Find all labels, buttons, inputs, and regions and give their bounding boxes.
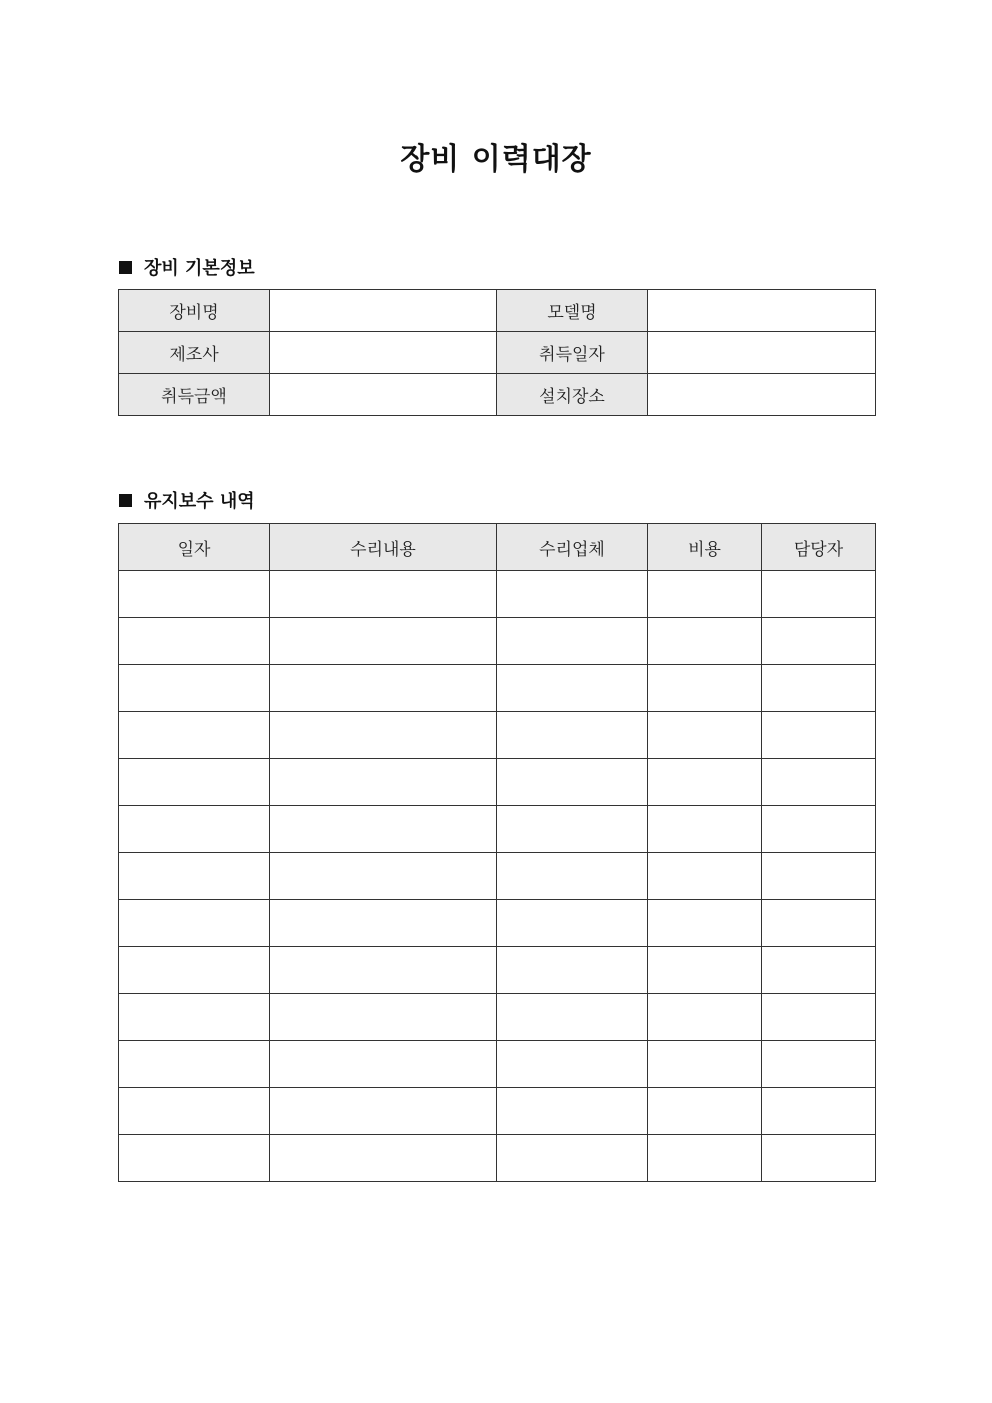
repair-vendor-cell[interactable]	[497, 900, 648, 947]
person-in-charge-cell[interactable]	[762, 759, 876, 806]
table-row	[119, 994, 876, 1041]
repair-details-cell[interactable]	[270, 806, 497, 853]
acquisition-date-field[interactable]	[648, 332, 876, 374]
date-cell[interactable]	[119, 571, 270, 618]
table-row	[119, 900, 876, 947]
person-in-charge-cell[interactable]	[762, 1088, 876, 1135]
person-in-charge-cell[interactable]	[762, 994, 876, 1041]
repair-vendor-cell[interactable]	[497, 665, 648, 712]
person-in-charge-cell[interactable]	[762, 1135, 876, 1182]
cost-cell[interactable]	[648, 853, 762, 900]
table-row	[119, 374, 876, 416]
cost-cell[interactable]	[648, 1041, 762, 1088]
date-cell[interactable]	[119, 618, 270, 665]
equipment-name-field[interactable]	[270, 290, 497, 332]
cost-cell[interactable]	[648, 618, 762, 665]
repair-details-cell[interactable]	[270, 947, 497, 994]
table-row	[119, 759, 876, 806]
repair-details-cell[interactable]	[270, 1088, 497, 1135]
page-title: 장비 이력대장	[400, 142, 592, 177]
repair-details-cell[interactable]	[270, 571, 497, 618]
manufacturer-label: 제조사	[119, 332, 270, 374]
cost-cell[interactable]	[648, 712, 762, 759]
date-cell[interactable]	[119, 712, 270, 759]
date-cell[interactable]	[119, 900, 270, 947]
person-in-charge-cell[interactable]	[762, 665, 876, 712]
cost-cell[interactable]	[648, 994, 762, 1041]
cost-cell[interactable]	[648, 665, 762, 712]
date-cell[interactable]	[119, 665, 270, 712]
column-header-repair-vendor: 수리업체	[497, 524, 648, 571]
repair-details-cell[interactable]	[270, 853, 497, 900]
square-bullet-icon	[119, 494, 132, 507]
repair-details-cell[interactable]	[270, 994, 497, 1041]
basic-info-heading-text: 장비 기본정보	[144, 258, 255, 279]
table-row	[119, 618, 876, 665]
person-in-charge-cell[interactable]	[762, 571, 876, 618]
repair-vendor-cell[interactable]	[497, 571, 648, 618]
table-row	[119, 806, 876, 853]
cost-cell[interactable]	[648, 947, 762, 994]
acquisition-date-label: 취득일자	[497, 332, 648, 374]
repair-details-cell[interactable]	[270, 1135, 497, 1182]
repair-vendor-cell[interactable]	[497, 1088, 648, 1135]
person-in-charge-cell[interactable]	[762, 900, 876, 947]
date-cell[interactable]	[119, 806, 270, 853]
cost-cell[interactable]	[648, 571, 762, 618]
table-row	[119, 571, 876, 618]
column-header-date: 일자	[119, 524, 270, 571]
repair-details-cell[interactable]	[270, 712, 497, 759]
person-in-charge-cell[interactable]	[762, 853, 876, 900]
equipment-name-label: 장비명	[119, 290, 270, 332]
repair-vendor-cell[interactable]	[497, 994, 648, 1041]
date-cell[interactable]	[119, 1135, 270, 1182]
repair-details-cell[interactable]	[270, 1041, 497, 1088]
basic-info-table	[118, 289, 876, 416]
date-cell[interactable]	[119, 853, 270, 900]
date-cell[interactable]	[119, 1041, 270, 1088]
repair-vendor-cell[interactable]	[497, 1135, 648, 1182]
date-cell[interactable]	[119, 947, 270, 994]
cost-cell[interactable]	[648, 900, 762, 947]
maintenance-table	[118, 523, 876, 1182]
person-in-charge-cell[interactable]	[762, 1041, 876, 1088]
repair-details-cell[interactable]	[270, 665, 497, 712]
date-cell[interactable]	[119, 759, 270, 806]
person-in-charge-cell[interactable]	[762, 947, 876, 994]
square-bullet-icon	[119, 261, 132, 274]
repair-details-cell[interactable]	[270, 618, 497, 665]
acquisition-amount-label: 취득금액	[119, 374, 270, 416]
repair-details-cell[interactable]	[270, 900, 497, 947]
model-name-label: 모델명	[497, 290, 648, 332]
person-in-charge-cell[interactable]	[762, 806, 876, 853]
person-in-charge-cell[interactable]	[762, 618, 876, 665]
manufacturer-field[interactable]	[270, 332, 497, 374]
repair-vendor-cell[interactable]	[497, 947, 648, 994]
table-row	[119, 332, 876, 374]
cost-cell[interactable]	[648, 1088, 762, 1135]
table-row	[119, 947, 876, 994]
install-location-label: 설치장소	[497, 374, 648, 416]
table-row	[119, 853, 876, 900]
maintenance-table-body	[119, 571, 876, 1182]
repair-vendor-cell[interactable]	[497, 853, 648, 900]
model-name-field[interactable]	[648, 290, 876, 332]
repair-vendor-cell[interactable]	[497, 712, 648, 759]
table-row	[119, 1088, 876, 1135]
table-row	[119, 1135, 876, 1182]
table-row	[119, 665, 876, 712]
repair-vendor-cell[interactable]	[497, 806, 648, 853]
acquisition-amount-field[interactable]	[270, 374, 497, 416]
person-in-charge-cell[interactable]	[762, 712, 876, 759]
column-header-cost: 비용	[648, 524, 762, 571]
date-cell[interactable]	[119, 994, 270, 1041]
repair-details-cell[interactable]	[270, 759, 497, 806]
table-row	[119, 1041, 876, 1088]
maintenance-heading-text: 유지보수 내역	[144, 491, 255, 512]
table-row	[119, 712, 876, 759]
repair-vendor-cell[interactable]	[497, 618, 648, 665]
cost-cell[interactable]	[648, 806, 762, 853]
table-header-row	[119, 524, 876, 571]
table-row	[119, 290, 876, 332]
cost-cell[interactable]	[648, 1135, 762, 1182]
date-cell[interactable]	[119, 1088, 270, 1135]
maintenance-heading	[119, 487, 255, 513]
install-location-field[interactable]	[648, 374, 876, 416]
repair-vendor-cell[interactable]	[497, 1041, 648, 1088]
column-header-repair-details: 수리내용	[270, 524, 497, 571]
cost-cell[interactable]	[648, 759, 762, 806]
repair-vendor-cell[interactable]	[497, 759, 648, 806]
basic-info-heading	[119, 254, 255, 280]
column-header-person-in-charge: 담당자	[762, 524, 876, 571]
